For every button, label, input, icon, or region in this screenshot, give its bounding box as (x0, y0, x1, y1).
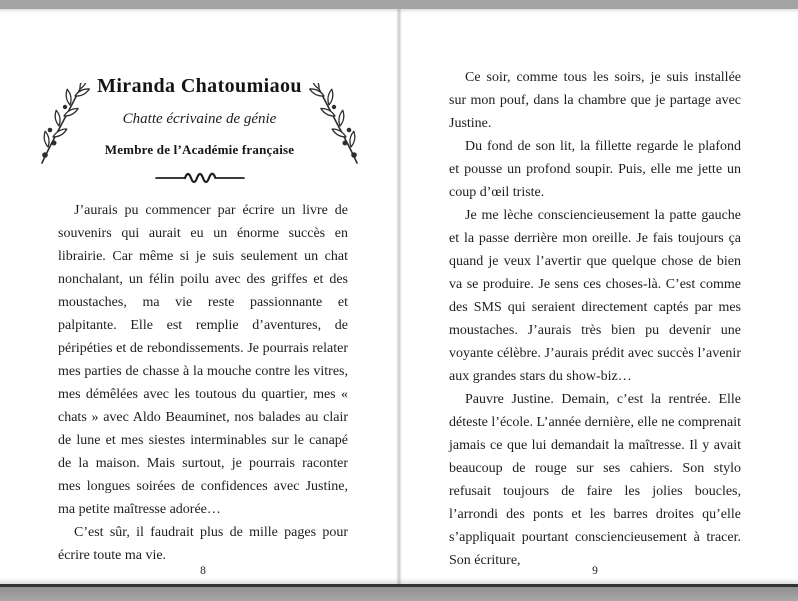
paragraph: Pauvre Justine. Demain, c’est la rentrée. Elle déteste l’école. L’année dernière, elle ne comprenait jamais ce que lui demandait la maîtresse. Il y avait beaucoup de rouge sur ses cahiers. Son stylo refusait toujours de faire les jolies boucles, l’arrondi des ponts et les barres droites qu’elle s’appliquait pourtant consciencieusement à tracer. Son écriture, (449, 392, 741, 568)
right-page-body (449, 66, 741, 572)
paragraph: C’est sûr, il faudrait plus de mille pages pour écrire toute ma vie. (58, 525, 348, 563)
page-left (0, 9, 399, 584)
chapter-affiliation: Membre de l’Académie française (104, 142, 295, 157)
chapter-header (68, 75, 332, 158)
chapter-title: Miranda Chatoumiaou (97, 75, 302, 97)
left-page-body (58, 199, 348, 567)
page-number-right: 9 (592, 565, 598, 577)
page-right (399, 9, 798, 584)
page-number-left: 8 (200, 565, 206, 577)
book-edge-shadow (0, 587, 798, 601)
paragraph: Du fond de son lit, la fillette regarde le plafond et pousse un profond soupir. Puis, elle me jette un coup d’œil triste. (449, 139, 741, 200)
squiggle-divider-icon (154, 169, 246, 185)
paragraph: Ce soir, comme tous les soirs, je suis installée sur mon pouf, dans la chambre que je partage avec Justine. (449, 70, 741, 131)
paragraph: Je me lèche consciencieusement la patte gauche et la passe derrière mon oreille. Je fais toujours ça quand je veux l’avertir que quelque chose de bien va se produire. Je sens ces choses-là. C’est comme des SMS qui seraient directement captés par mes moustaches. J’aurais très bien pu devenir une voyante célèbre. J’aurais prédit avec succès l’avenir aux grandes stars du show-biz… (449, 208, 741, 384)
ornament-divider (0, 169, 399, 190)
paragraph: J’aurais pu commencer par écrire un livre de souvenirs qui aurait eu un énorme succès en librairie. Car même si je suis seulement un chat nonchalant, un félin poilu avec des griffes et des moustaches, ma vie reste passionnante et palpitante. Elle est remplie d’aventures, de péripéties et de rebondissements. Je pourrais relater mes parties de chasse à la mouche contre les vitres, mes démêlées avec les toutous du quartier, mes « chats » avec Aldo Beauminet, nos balades au clair de lune et mes siestes interminables sur le canapé de la maison. Mais surtout, je pourrais raconter mes longues soirées de confidences avec Justine, ma petite maîtresse adorée… (58, 203, 348, 517)
page-gutter (396, 9, 402, 584)
chapter-subtitle: Chatte écrivaine de génie (122, 111, 277, 127)
